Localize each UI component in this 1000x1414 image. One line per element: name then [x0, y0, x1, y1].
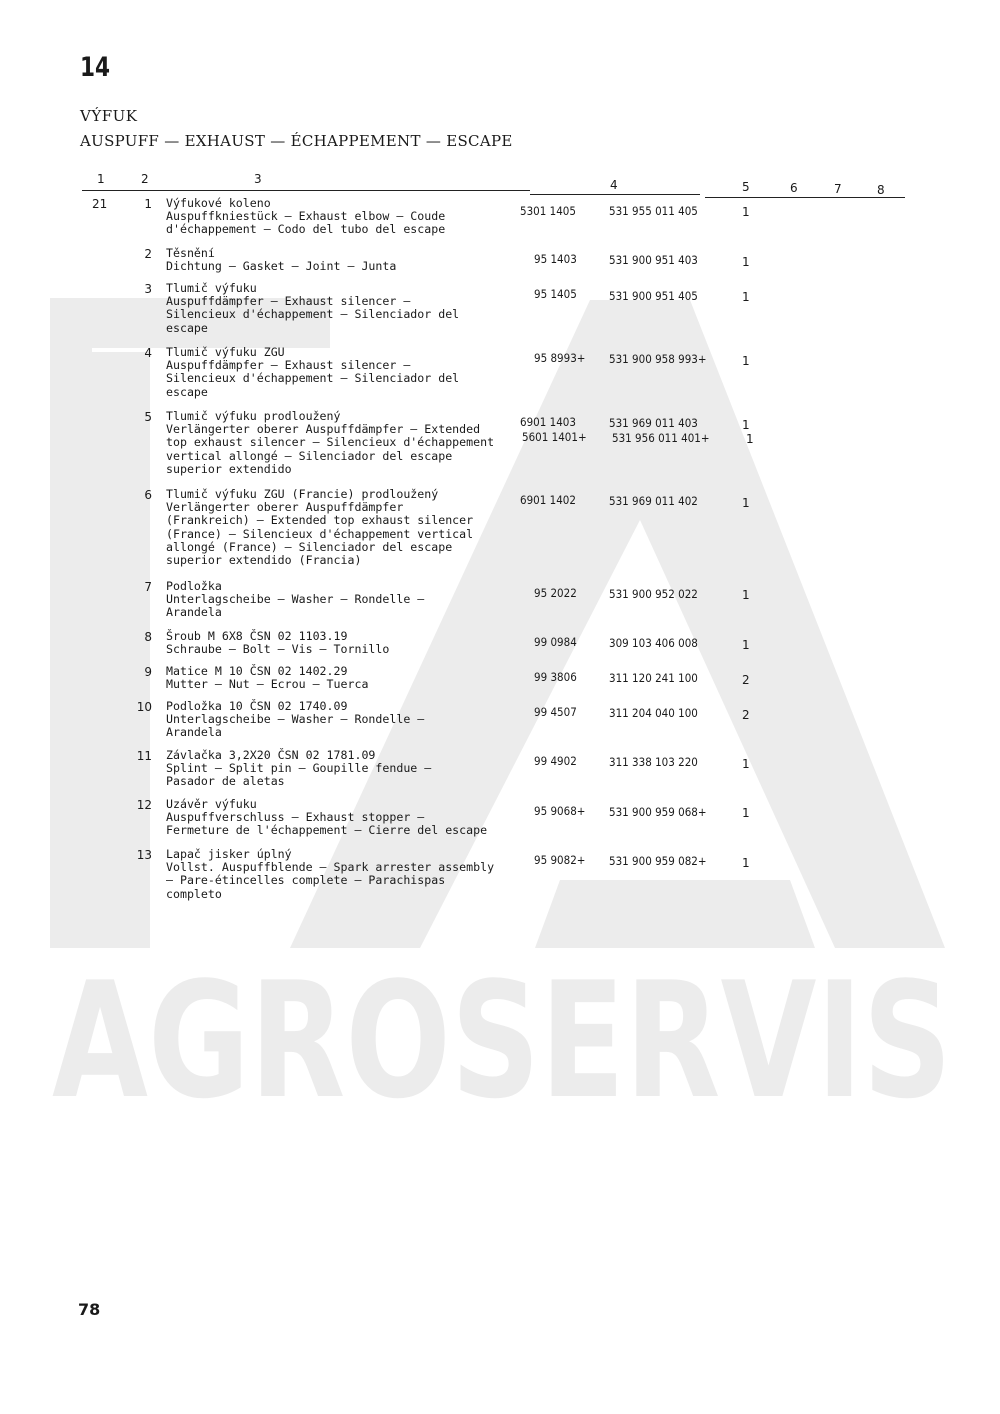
section-title-multilingual: AUSPUFF — EXHAUST — ÉCHAPPEMENT — ESCAPE	[80, 132, 513, 150]
part-number: 311 338 103 220	[609, 755, 698, 769]
column-header-2: 2	[141, 172, 149, 186]
item-position: 12	[136, 798, 152, 812]
quantity: 1	[742, 806, 750, 820]
column-header-6: 6	[790, 181, 798, 195]
item-description: Matice M 10 ČSN 02 1402.29 Mutter — Nut — Ecrou — Tuerca	[166, 664, 369, 692]
column-header-8: 8	[877, 183, 885, 197]
quantity: 1	[742, 255, 750, 269]
quantity: 2	[742, 673, 750, 687]
item-description: Tlumič výfuku prodloužený Verlängerter oberer Auspuffdämpfer — Extended top exhaust silencer — Silencieux d'échappement vertical allongé — Silenciador del escape superior extendido	[166, 409, 495, 476]
catalog-code: 99 4507	[534, 705, 577, 719]
catalog-code: 95 2022	[534, 586, 577, 600]
item-position: 1	[144, 197, 152, 211]
quantity: 1	[742, 354, 750, 368]
catalog-code: 95 9068+	[534, 804, 586, 818]
svg-text:AGROSERVIS: AGROSERVIS	[52, 968, 952, 1108]
item-description: Výfukové koleno Auspuffkniestück — Exhaust elbow — Coude d'échappement — Codo del tubo del escape	[166, 196, 446, 237]
catalog-code: 95 1403	[534, 252, 577, 266]
part-number: 311 204 040 100	[609, 706, 698, 720]
header-rule-right	[705, 197, 905, 198]
item-description: Tlumič výfuku ZGU Auspuffdämpfer — Exhaust silencer — Silencieux d'échappement — Silenciador del escape	[166, 345, 460, 399]
item-description: Závlačka 3,2X20 ČSN 02 1781.09 Splint — Split pin — Goupille fendue — Pasador de aletas	[166, 748, 432, 789]
part-number: 531 900 958 993+	[609, 352, 707, 366]
part-number: 531 900 951 405	[609, 289, 698, 303]
item-description: Uzávěr výfuku Auspuffverschluss — Exhaust stopper — Fermeture de l'échappement — Cierre del escape	[166, 797, 488, 838]
item-description: Tlumič výfuku ZGU (Francie) prodloužený Verlängerter oberer Auspuffdämpfer (Frankreich) — Extended top exhaust silencer (France) — Silencieux d'échappement vertical allongé (France) — Silenciador del escape superior extendido (Francia)	[166, 487, 474, 568]
quantity: 1	[742, 290, 750, 304]
item-position: 7	[144, 580, 152, 594]
quantity: 1	[742, 588, 750, 602]
quantity: 2	[742, 708, 750, 722]
column-header-5: 5	[742, 180, 750, 194]
catalog-code: 5601 1401+	[522, 430, 587, 444]
item-position: 5	[144, 410, 152, 424]
item-description: Těsnění Dichtung — Gasket — Joint — Junta	[166, 246, 397, 274]
quantity: 1	[746, 432, 754, 446]
quantity: 1	[742, 757, 750, 771]
header-rule-left	[82, 190, 530, 191]
item-position: 11	[136, 749, 152, 763]
quantity: 1	[742, 856, 750, 870]
section-number: 14	[80, 52, 111, 83]
page-number: 78	[78, 1300, 101, 1319]
column-header-3: 3	[254, 172, 262, 186]
part-number: 531 969 011 403	[609, 416, 698, 430]
item-position: 9	[144, 665, 152, 679]
part-number: 311 120 241 100	[609, 671, 698, 685]
quantity: 1	[742, 496, 750, 510]
part-number: 531 955 011 405	[609, 204, 698, 218]
catalog-code: 95 1405	[534, 287, 577, 301]
catalog-code: 99 0984	[534, 635, 577, 649]
part-number: 309 103 406 008	[609, 636, 698, 650]
item-position: 3	[144, 282, 152, 296]
item-position: 13	[136, 848, 152, 862]
part-number: 531 900 959 082+	[609, 854, 707, 868]
item-description: Lapač jisker úplný Vollst. Auspuffblende — Spark arrester assembly — Pare-étincelles complete — Parachispas completo	[166, 847, 495, 901]
item-description: Šroub M 6X8 ČSN 02 1103.19 Schraube — Bolt — Vis — Tornillo	[166, 629, 390, 657]
item-position: 10	[136, 700, 152, 714]
item-description: Podložka Unterlagscheibe — Washer — Rondelle — Arandela	[166, 579, 425, 620]
section-title-cz: VÝFUK	[80, 107, 138, 125]
catalog-code: 6901 1403	[520, 415, 576, 429]
catalog-code: 95 8993+	[534, 351, 586, 365]
column-header-7: 7	[834, 182, 842, 196]
watermark-text	[50, 968, 955, 1108]
quantity: 1	[742, 205, 750, 219]
quantity: 1	[742, 638, 750, 652]
column-header-1: 1	[97, 172, 105, 186]
item-description: Tlumič výfuku Auspuffdämpfer — Exhaust silencer — Silencieux d'échappement — Silenciador del escape	[166, 281, 460, 335]
item-position: 4	[144, 346, 152, 360]
part-number: 531 900 959 068+	[609, 805, 707, 819]
part-number: 531 956 011 401+	[612, 431, 710, 445]
item-description: Podložka 10 ČSN 02 1740.09 Unterlagscheibe — Washer — Rondelle — Arandela	[166, 699, 425, 740]
catalog-code: 99 4902	[534, 754, 577, 768]
item-position: 2	[144, 247, 152, 261]
column-header-4: 4	[610, 178, 618, 192]
part-number: 531 900 951 403	[609, 253, 698, 267]
catalog-code: 5301 1405	[520, 204, 576, 218]
group-number: 21	[92, 197, 108, 211]
quantity: 1	[742, 418, 750, 432]
item-position: 6	[144, 488, 152, 502]
catalog-code: 6901 1402	[520, 493, 576, 507]
part-number: 531 969 011 402	[609, 494, 698, 508]
catalog-code: 95 9082+	[534, 853, 586, 867]
catalog-code: 99 3806	[534, 670, 577, 684]
part-number: 531 900 952 022	[609, 587, 698, 601]
header-rule-middle	[530, 194, 700, 195]
item-position: 8	[144, 630, 152, 644]
